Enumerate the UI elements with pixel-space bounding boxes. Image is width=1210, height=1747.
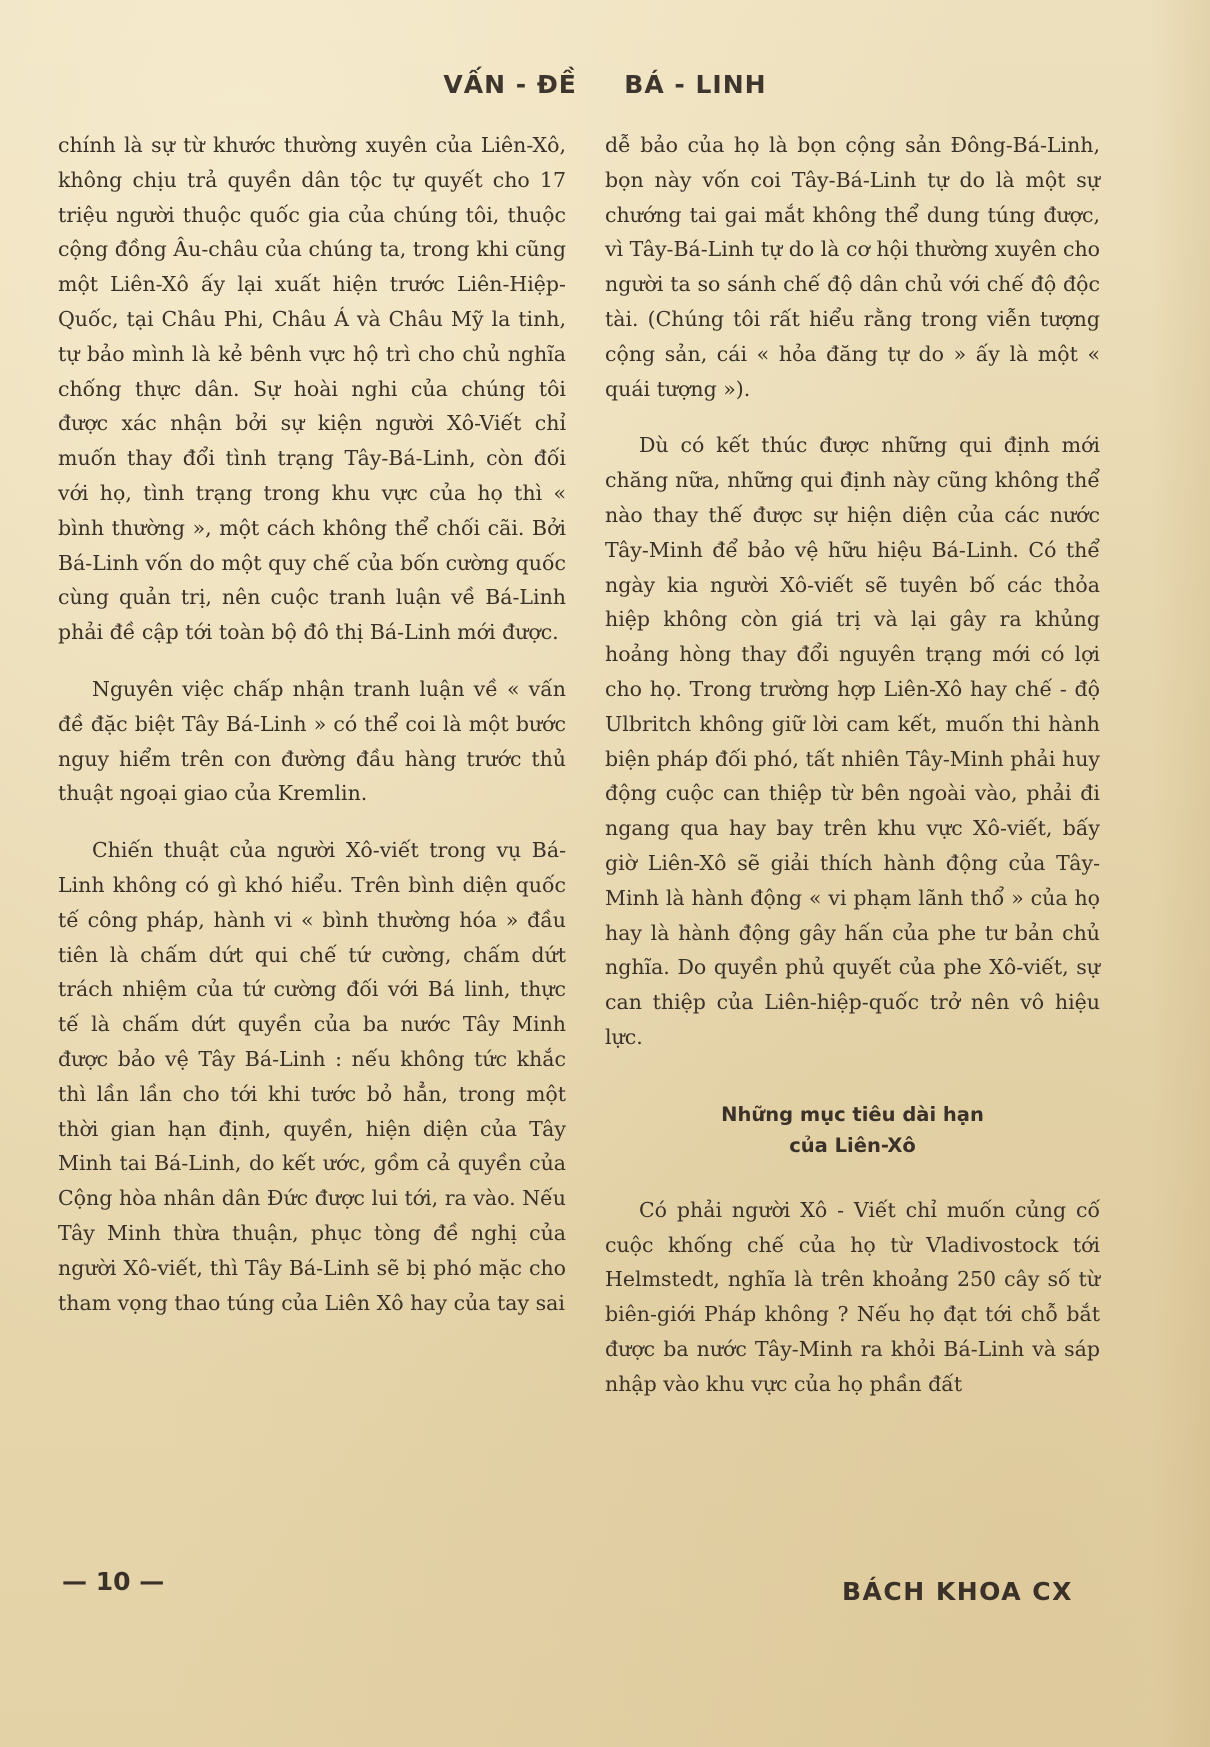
paper-edge-stain	[1150, 0, 1210, 1747]
running-title-left: VẤN - ĐỀ	[443, 70, 577, 99]
right-column	[605, 128, 1100, 1424]
paragraph: Chiến thuật của người Xô-viết trong vụ Bá-Linh không có gì khó hiểu. Trên bình diện quốc tế công pháp, hành vi « bình thường hóa » đầu tiên là chấm dứt qui chế tứ cường, chấm dứt trách nhiệm của tứ cường đối với Bá linh, thực tế là chấm dứt quyền của ba nước Tây Minh được bảo vệ Tây Bá-Linh : nếu không tức khắc thì lần lần cho tới khi tước bỏ hẳn, trong một thời gian hạn định, quyền, hiện diện của Tây Minh tai Bá-Linh, do kết ước, gồm cả quyền của Cộng hòa nhân dân Đức được lui tới, ra vào. Nếu Tây Minh thừa thuận, phục tòng đề nghị của người Xô-viết, thì Tây Bá-Linh sẽ bị phó mặc cho tham vọng thao túng của Liên Xô hay của tay sai	[58, 838, 566, 1315]
paragraph: Nguyên việc chấp nhận tranh luận về « vấn đề đặc biệt Tây Bá-Linh » có thể coi là một bước nguy hiểm trên con đường đầu hàng trước thủ thuật ngoại giao của Kremlin.	[58, 676, 566, 806]
running-title	[0, 70, 1210, 99]
paragraph: chính là sự từ khước thường xuyên của Liên-Xô, không chịu trả quyền dân tộc tự quyết cho 17 triệu người thuộc quốc gia của chúng tôi, thuộc cộng đồng Âu-châu của chúng ta, trong khi cũng một Liên-Xô ấy lại xuất hiện trước Liên-Hiệp-Quốc, tại Châu Phi, Châu Á và Châu Mỹ la tinh, tự bảo mình là kẻ bênh vực hộ trì cho chủ nghĩa chống thực dân. Sự hoài nghi của chúng tôi được xác nhận bởi sự kiện người Xô-Viết chỉ muốn thay đổi tình trạng Tây-Bá-Linh, còn đối với họ, tình trạng trong khu vực của họ thì « bình thường », một cách không thể chối cãi. Bởi Bá-Linh vốn do một quy chế của bốn cường quốc cùng quản trị, nên cuộc tranh luận về Bá-Linh phải đề cập tới toàn bộ đô thị Bá-Linh mới được.	[58, 133, 566, 645]
journal-name: BÁCH KHOA CX	[842, 1577, 1073, 1606]
section-heading	[605, 1099, 1100, 1161]
left-column	[58, 128, 566, 1342]
paragraph: dễ bảo của họ là bọn cộng sản Đông-Bá-Linh, bọn này vốn coi Tây-Bá-Linh tự do là một sự chướng tai gai mắt không thể dung túng được, vì Tây-Bá-Linh tự do là cơ hội thường xuyên cho người ta so sánh chế độ dân chủ với chế độ độc tài. (Chúng tôi rất hiểu rằng trong viễn tượng cộng sản, cái « hỏa đăng tự do » ấy là một « quái tượng »).	[605, 133, 1101, 401]
paragraph: Có phải người Xô - Viết chỉ muốn củng cố cuộc khống chế của họ từ Vladivostock tới Helmstedt, nghĩa là trên khoảng 250 cây số từ biên-giới Pháp không ? Nếu họ đạt tới chỗ bắt được ba nước Tây-Minh ra khỏi Bá-Linh và sáp nhập vào khu vực của họ phần đất	[605, 1197, 1100, 1396]
section-heading-line-1: Những mục tiêu dài hạn	[721, 1102, 984, 1126]
section-heading-line-2: của Liên-Xô	[789, 1133, 916, 1157]
paragraph: Dù có kết thúc được những qui định mới chăng nữa, những qui định này cũng không thể nào thay thế được sự hiện diện của các nước Tây-Minh để bảo vệ hữu hiệu Bá-Linh. Có thể ngày kia người Xô-viết sẽ tuyên bố các thỏa hiệp không còn giá trị và lại gây ra khủng hoảng hòng thay đổi nguyên trạng mới có lợi cho họ. Trong trường hợp Liên-Xô hay chế - độ Ulbritch không giữ lời cam kết, muốn thi hành biện pháp đối phó, tất nhiên Tây-Minh phải huy động cuộc can thiệp từ bên ngoài vào, phải đi ngang qua hay bay trên khu vực Xô-viết, bấy giờ Liên-Xô sẽ giải thích hành động của Tây-Minh là hành động « vi phạm lãnh thổ » của họ hay là hành động gây hấn của phe tư bản chủ nghĩa. Do quyền phủ quyết của phe Xô-viết, sự can thiệp của Liên-hiệp-quốc trở nên vô hiệu lực.	[605, 433, 1100, 1049]
running-title-right: BÁ - LINH	[624, 70, 767, 99]
page-number: — 10 —	[62, 1567, 165, 1596]
